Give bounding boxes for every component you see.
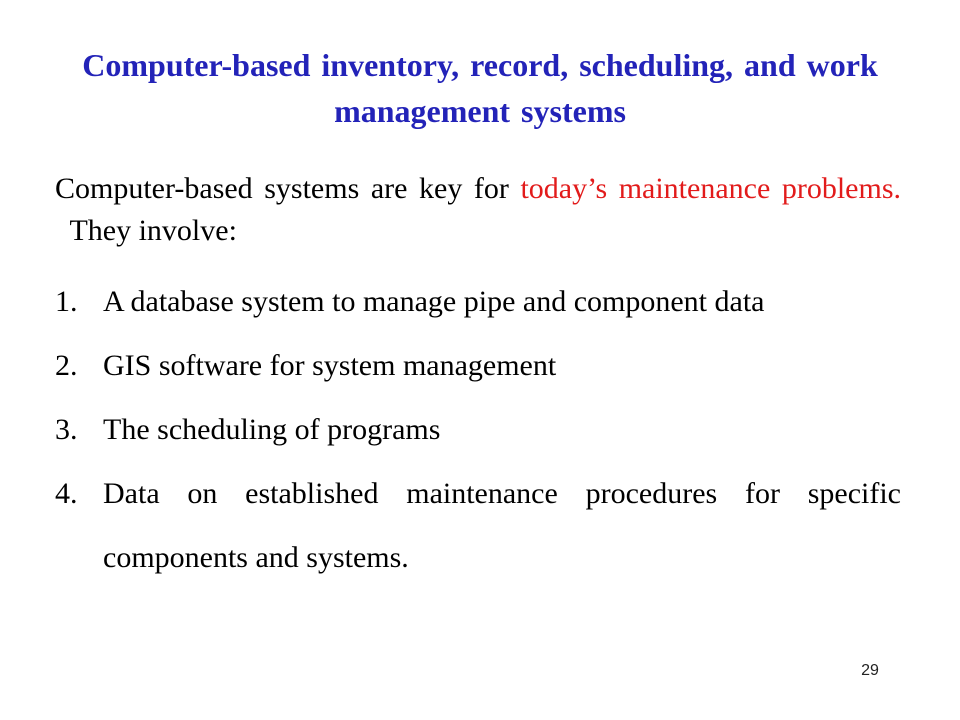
list-item-number: 2. [55,349,78,382]
page-number: 29 [861,662,879,679]
slide-title: Computer-based inventory, record, scheduling, and work management systems [82,47,878,129]
list-item [55,462,901,590]
intro-text-end: They involve: [55,214,237,247]
list-item-text: GIS software for system management [103,349,557,382]
list-item-text: Data on established maintenance procedures for specific components and systems. [103,477,901,574]
list-item-number: 3. [55,413,78,446]
intro-text: Computer-based systems are key for [55,172,521,205]
intro-paragraph [55,168,901,252]
intro-highlight: today’s maintenance problems. [520,172,901,205]
list-item [55,398,901,462]
list-item-number: 1. [55,285,78,318]
list-item [55,334,901,398]
numbered-list [55,270,901,590]
list-item-text: The scheduling of programs [103,413,441,446]
list-item-number: 4. [55,477,78,510]
list-item [55,270,901,334]
list-item-text: A database system to manage pipe and component data [103,285,765,318]
